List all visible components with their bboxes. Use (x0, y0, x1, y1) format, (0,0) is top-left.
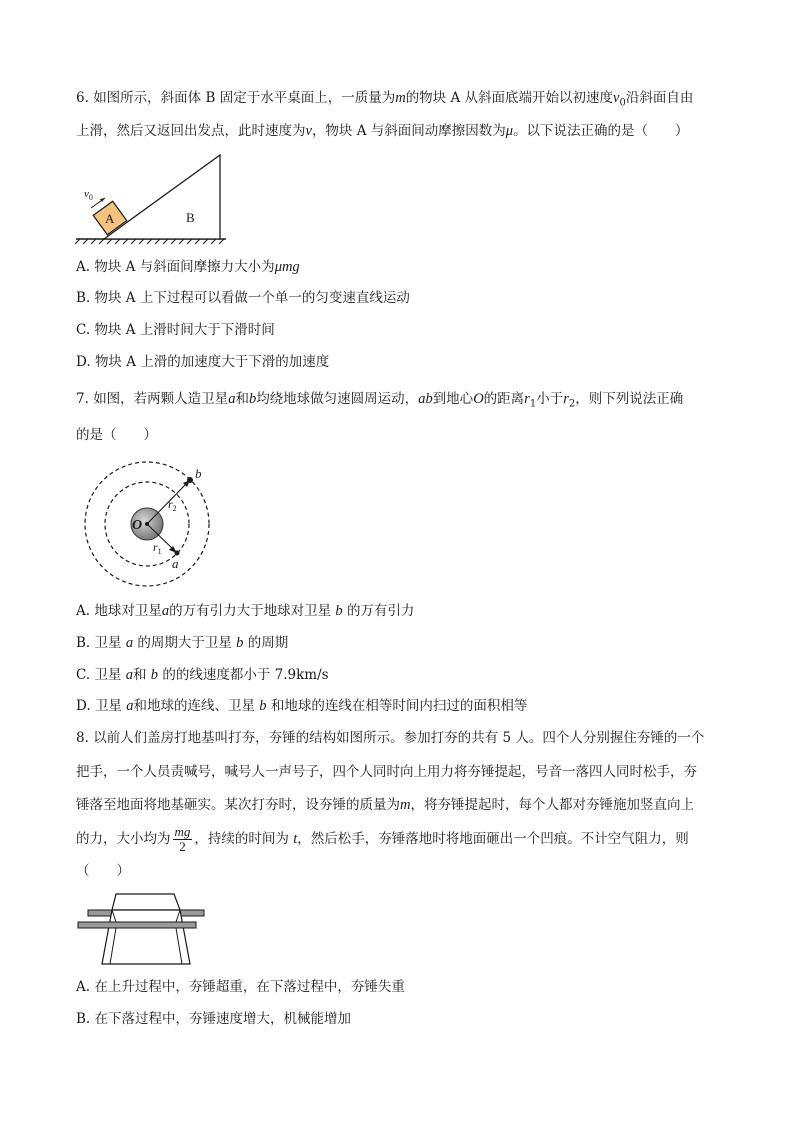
sat-b-label: b (195, 466, 202, 481)
q7-option-b[interactable]: B. 卫星 a 的周期大于卫星 b 的周期 (76, 635, 289, 651)
q8-option-a[interactable]: A. 在上升过程中，夯锤超重，在下落过程中，夯锤失重 (76, 979, 405, 995)
q6-option-d[interactable]: D. 物块 A 上滑的加速度大于下滑的加速度 (76, 354, 330, 370)
block-label: A (105, 211, 115, 226)
q6-stem-line2: 上滑，然后又返回出发点，此时速度为v，物块 A 与斜面间动摩擦因数为μ。以下说法正确的是（ ） (76, 123, 689, 139)
q8-option-b[interactable]: B. 在下落过程中，夯锤速度增大，机械能增加 (76, 1011, 352, 1027)
sat-a-label: a (172, 556, 179, 571)
r1-label: $r_1$ (153, 540, 162, 556)
q7-number: 7. (76, 391, 89, 407)
q6-stem-line1: 6. 如图所示，斜面体 B 固定于水平桌面上，一质量为m的物块 A 从斜面底端开始以初速度$v_0$沿斜面自由 (76, 90, 694, 109)
r2-label: $r_2$ (168, 497, 177, 513)
satellite-b (187, 477, 193, 483)
q6-option-b[interactable]: B. 物块 A 上下过程可以看做一个单一的匀变速直线运动 (76, 290, 410, 306)
incline-label: B (186, 210, 195, 225)
q6-option-a[interactable]: A. 物块 A 与斜面间摩擦力大小为μmg (76, 259, 300, 275)
q8-stem-line4: 的力，大小均为 $\frac{mg}{2}$ ，持续的时间为 t，然后松手，夯锤落地时将地面砸出一个凹痕。不计空气阻力，则 (76, 824, 689, 854)
q8-number: 8. (76, 730, 89, 746)
incline-body (104, 155, 220, 239)
q8-stem-line3: 锤落至地面将地基砸实。某次打夯时，设夯锤的质量为m，将夯锤提起时，每个人都对夯锤施加竖直向上 (76, 797, 694, 813)
fraction-mg-over-2: $\frac{mg}{2}$ (174, 824, 191, 854)
q6-incline-figure (74, 152, 234, 242)
q7-stem-line1: 7. 如图，若两颗人造卫星a和b均绕地球做匀速圆周运动，ab到地心O的距离$r_1$小于$r_2$，则下列说法正确 (76, 391, 684, 410)
q8-stem-line5: （ ） (76, 863, 130, 879)
q7-option-d[interactable]: D. 卫星 a和地球的连线、卫星 b 和地球的连线在相等时间内扫过的面积相等 (76, 698, 528, 714)
q7-option-a[interactable]: A. 地球对卫星a的万有引力大于地球对卫星 b 的万有引力 (76, 603, 415, 619)
q8-stem-line2: 把手，一个人员责喊号，喊号人一声号子，四个人同时向上用力将夯锤提起，号音一落四人同时松手，夯 (76, 764, 697, 780)
velocity-label: $v_0$ (84, 188, 93, 202)
q7-stem-line2: 的是（ ） (76, 427, 157, 443)
q8-rammer-figure (76, 890, 216, 970)
q7-option-c[interactable]: C. 卫星 a和 b 的的线速度都小于 7.9km/s (76, 667, 329, 683)
satellite-a (175, 551, 180, 556)
rammer-top (112, 894, 180, 910)
q7-orbit-figure (80, 462, 220, 592)
var-m: m (395, 90, 406, 106)
q8-stem-line1: 8. 以前人们盖房打地基叫打夯，夯锤的结构如图所示。参加打夯的共有 5 人。四个人分别握住夯锤的一个 (76, 730, 705, 746)
center-label: O (132, 518, 143, 533)
q6-option-c[interactable]: C. 物块 A 上滑时间大于下滑时间 (76, 322, 275, 338)
q6-number: 6. (76, 90, 89, 106)
